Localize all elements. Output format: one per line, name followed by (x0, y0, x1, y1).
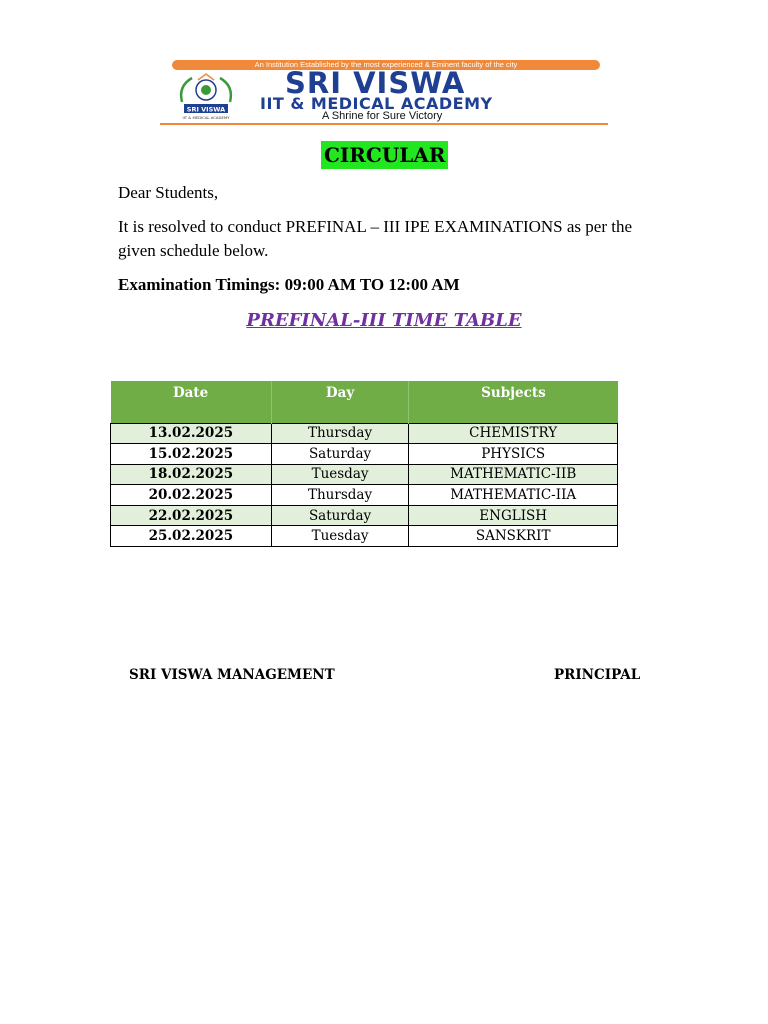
table-row (111, 423, 618, 444)
cell-day: Saturday (271, 444, 409, 465)
header-day: Day (271, 381, 409, 423)
cell-date: 25.02.2025 (111, 526, 272, 547)
cell-date: 15.02.2025 (111, 444, 272, 465)
cell-day: Saturday (271, 505, 409, 526)
emblem-text: SRI VISWA (186, 105, 226, 114)
cell-date: 18.02.2025 (111, 464, 272, 485)
circular-heading: CIRCULAR (321, 141, 448, 169)
examination-timings: Examination Timings: 09:00 AM TO 12:00 AM (118, 275, 460, 294)
cell-subject: MATHEMATIC-IIB (409, 464, 618, 485)
timetable (110, 381, 618, 547)
cell-subject: SANSKRIT (409, 526, 618, 547)
signature-principal: PRINCIPAL (554, 667, 641, 683)
table-row (111, 485, 618, 506)
cell-date: 20.02.2025 (111, 485, 272, 506)
cell-subject: CHEMISTRY (409, 423, 618, 444)
academy-logo-icon (174, 72, 238, 122)
cell-date: 13.02.2025 (111, 423, 272, 444)
table-row (111, 505, 618, 526)
header-subjects: Subjects (409, 381, 618, 423)
brand-subtitle: IIT & MEDICAL ACADEMY (260, 94, 493, 113)
table-row (111, 444, 618, 465)
cell-subject: ENGLISH (409, 505, 618, 526)
brand-motto: A Shrine for Sure Victory (322, 110, 443, 122)
cell-date: 22.02.2025 (111, 505, 272, 526)
table-row (111, 526, 618, 547)
body-text: It is resolved to conduct PREFINAL – III IPE EXAMINATIONS as per the given schedule below. (118, 217, 633, 260)
table-header-row (111, 381, 618, 423)
header-date: Date (111, 381, 272, 423)
cell-subject: MATHEMATIC-IIA (409, 485, 618, 506)
banner-rule (160, 123, 608, 125)
signature-management: SRI VISWA MANAGEMENT (129, 667, 335, 683)
timetable-title: PREFINAL-III TIME TABLE (246, 310, 522, 331)
cell-day: Thursday (271, 423, 409, 444)
emblem-subtext: IIT & MEDICAL ACADEMY (182, 115, 230, 120)
header-banner (160, 58, 608, 126)
table-row (111, 464, 618, 485)
brand-name: SRI VISWA (285, 66, 466, 100)
cell-subject: PHYSICS (409, 444, 618, 465)
header-tagline: An Institution Established by the most experienced & Eminent faculty of the city (172, 60, 600, 70)
cell-day: Tuesday (271, 464, 409, 485)
cell-day: Thursday (271, 485, 409, 506)
salutation: Dear Students, (118, 183, 219, 202)
cell-day: Tuesday (271, 526, 409, 547)
